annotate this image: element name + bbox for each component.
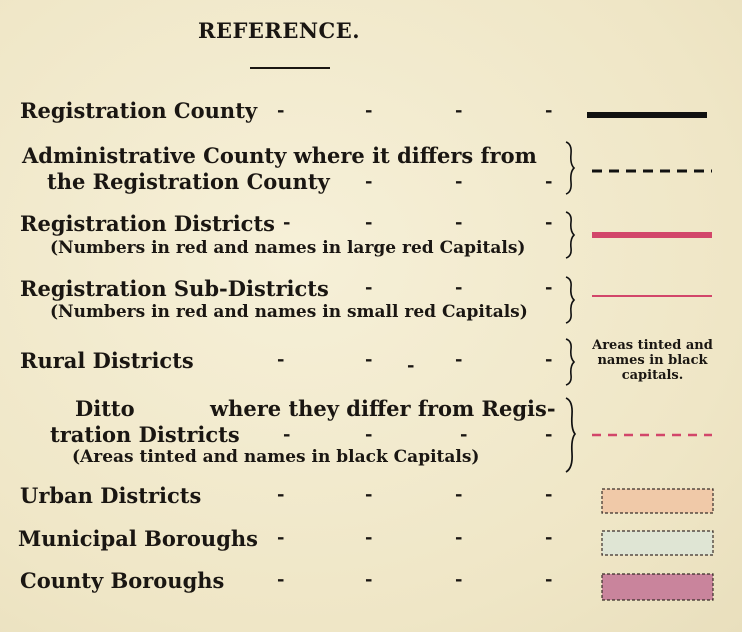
leader-dash: -: [283, 424, 291, 445]
label-rural-districts: Rural Districts: [20, 348, 194, 373]
leader-dash: -: [545, 424, 553, 445]
symbol-registration-subdistricts-thin-red-line: [590, 290, 715, 302]
swatch-urban-districts: [601, 488, 714, 514]
leader-dash: -: [277, 569, 285, 590]
note-ditto: (Areas tinted and names in black Capitals): [72, 447, 480, 467]
leader-dash: -: [365, 100, 373, 121]
leader-dash: -: [365, 569, 373, 590]
note-registration-districts: (Numbers in red and names in large red Capitals): [50, 238, 526, 258]
leader-dash: -: [545, 212, 553, 233]
leader-dash: -: [365, 212, 373, 233]
leader-dash: -: [545, 484, 553, 505]
note-registration-subdistricts: (Numbers in red and names in small red Capitals): [50, 302, 528, 322]
leader-dash: -: [455, 569, 463, 590]
brace-icon: [563, 210, 577, 260]
leader-dash: -: [545, 527, 553, 548]
label-registration-county: Registration County: [20, 98, 258, 123]
leader-dash: -: [365, 349, 373, 370]
leader-dash: -: [277, 484, 285, 505]
leader-dash: -: [545, 277, 553, 298]
leader-dash: -: [455, 349, 463, 370]
leader-dash: -: [365, 277, 373, 298]
note-rural-districts-areas-tinted: Areas tinted and names in black capitals.: [592, 338, 713, 383]
label-ditto: Ditto: [75, 396, 135, 421]
swatch-municipal-boroughs: [601, 530, 714, 556]
label-administrative-county-1: Administrative County where it differs from: [22, 143, 537, 168]
leader-dash: -: [455, 527, 463, 548]
leader-dash: -: [283, 212, 291, 233]
label-urban-districts: Urban Districts: [20, 483, 202, 508]
symbol-ditto-red-dashed: [590, 429, 715, 441]
leader-dash: -: [545, 349, 553, 370]
brace-icon: [563, 275, 577, 325]
title-underline: [250, 67, 330, 69]
leader-dash: -: [545, 171, 553, 192]
leader-dash: -: [365, 484, 373, 505]
label-ditto-line2: tration Districts: [50, 422, 240, 447]
symbol-administrative-county-dashed: [590, 164, 715, 178]
label-administrative-county-2: the Registration County: [47, 169, 330, 194]
brace-icon: [563, 337, 577, 387]
leader-dash: -: [460, 424, 468, 445]
leader-dash: -: [365, 424, 373, 445]
symbol-registration-county-line: [585, 108, 710, 122]
leader-dash: -: [455, 212, 463, 233]
leader-dash: -: [545, 100, 553, 121]
leader-dash: -: [455, 277, 463, 298]
leader-dash: -: [407, 355, 415, 376]
symbol-registration-districts-red-line: [590, 228, 715, 242]
leader-dash: -: [277, 349, 285, 370]
label-county-boroughs: County Boroughs: [20, 568, 225, 593]
leader-dash: -: [277, 527, 285, 548]
leader-dash: -: [277, 100, 285, 121]
leader-dash: -: [365, 527, 373, 548]
leader-dash: -: [365, 171, 373, 192]
label-ditto-continued: where they differ from Regis-: [210, 396, 556, 421]
brace-icon: [563, 140, 577, 196]
legend-title: REFERENCE.: [198, 18, 361, 43]
label-registration-subdistricts: Registration Sub-Districts: [20, 276, 329, 301]
brace-icon: [563, 396, 579, 474]
label-municipal-boroughs: Municipal Boroughs: [18, 526, 258, 551]
leader-dash: -: [455, 171, 463, 192]
leader-dash: -: [545, 569, 553, 590]
leader-dash: -: [455, 100, 463, 121]
leader-dash: -: [455, 484, 463, 505]
swatch-county-boroughs: [601, 573, 714, 601]
label-registration-districts: Registration Districts: [20, 211, 275, 236]
